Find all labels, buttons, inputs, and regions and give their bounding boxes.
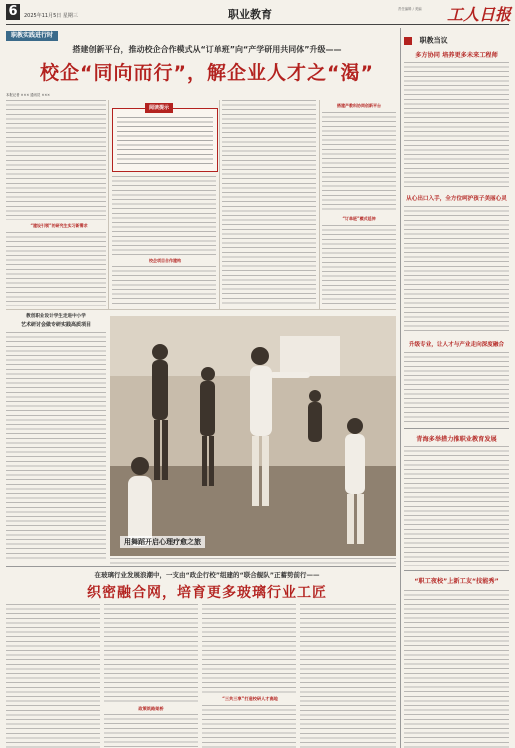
sidebar-story2-title: “职工夜校”上新工友“技能秀” [414,578,499,585]
sidebar-rule-2 [404,570,509,571]
sidebar-story-text [404,446,509,566]
sidebar-col1-title: 多方协同 培养更多未来工程师 [415,52,498,59]
lead-col4-text [322,112,396,212]
lead-col2-text [112,176,216,256]
sidebar-col3-text [404,352,509,424]
sidebar-column-name [404,30,509,45]
bottom-col2-text-b [104,714,198,748]
sidebar-divider [400,28,401,748]
sidebar-col3-title: 升级专业，让人才与产业走向深度融合 [408,342,505,348]
bottom-col1-text [6,604,100,748]
sidebar-story-title: 青海多举措力推职业教育发展 [416,436,497,443]
lead-col2-text-b [112,266,216,306]
photo-credit-text [110,558,396,564]
lead-col1-text [6,100,106,220]
story2-title-line1: 教创职业设计学生走进中小学 [26,314,86,319]
col-divider-1 [108,100,109,310]
intro-box-text [117,117,213,167]
masthead-rule [6,24,509,25]
sidebar-column-label: 职教当议 [419,36,448,45]
lead-byline: 本报记者 ××× 通讯员 ××× [6,93,51,97]
bottom-col4-text [300,604,396,748]
bottom-col3-text-b [202,705,296,748]
masthead [0,0,515,26]
bottom-col3-text [202,604,296,694]
sidebar-rule [404,428,509,429]
bottom-subhead-2: “三共三享”打造校研人才高地 [222,696,278,701]
editor-line: 责任编辑 / 美编 [398,7,422,11]
sidebar-col1-text [404,62,509,190]
sidebar-col2-title: 从心出口入手，全方位呵护孩子美丽心灵 [406,196,507,202]
lead-subhead-3: 校企项目合作建构 [149,258,181,263]
paper-name: 工人日报 [447,5,512,24]
bottom-subhead-1: 政策筑路架桥 [138,706,164,711]
dance-photo-image [110,316,396,556]
intro-box [112,105,218,172]
lead-title: 校企“同向而行”，解企业人才之“渴” [40,62,374,84]
col-divider-3 [319,100,320,310]
bottom-kicker: 在玻璃行业发展浪潮中，一支由“政企行校”组建的“联合舰队”正蓄势前行—— [94,571,320,579]
dance-photo [110,316,396,556]
sidebar-story2-text [404,590,509,748]
lead-subhead-2: 搭建产教科协同创新平台 [337,103,381,108]
story2-title-line2: 艺术研讨会做专研实践高质项目 [20,322,91,328]
lead-kicker: 搭建创新平台，推动校企合作模式从“订单班”向“产学研用共同体”升级—— [72,45,342,54]
page-number: 6 [6,4,20,20]
sidebar-col2-text [404,206,509,334]
photo-caption: 用舞蹈开启心理疗愈之旅 [120,536,205,548]
intro-box-title: 阅读提示 [145,103,173,113]
lead-col1-text-b [6,232,106,306]
bottom-title: 织密融合网，培育更多玻璃行业工匠 [87,585,327,601]
lead-col4-text-b [322,225,396,306]
lead-tag: 职教实践进行时 [6,31,58,41]
story2-text [6,332,106,562]
lead-bottom-rule [6,309,396,310]
bottom-col2-text [104,604,198,704]
date-line: 2025年11月5日 星期三 [24,13,78,19]
col-divider-2 [219,100,220,310]
section-title: 职业教育 [228,8,272,21]
lead-subhead-4: “订单班”模式延伸 [342,216,376,221]
lead-col3-text [222,100,316,306]
lead-subhead-1: “建设引领”的研究生实习新需求 [30,223,88,228]
sidebar-column-icon [404,37,412,45]
bottom-top-rule [6,566,396,567]
